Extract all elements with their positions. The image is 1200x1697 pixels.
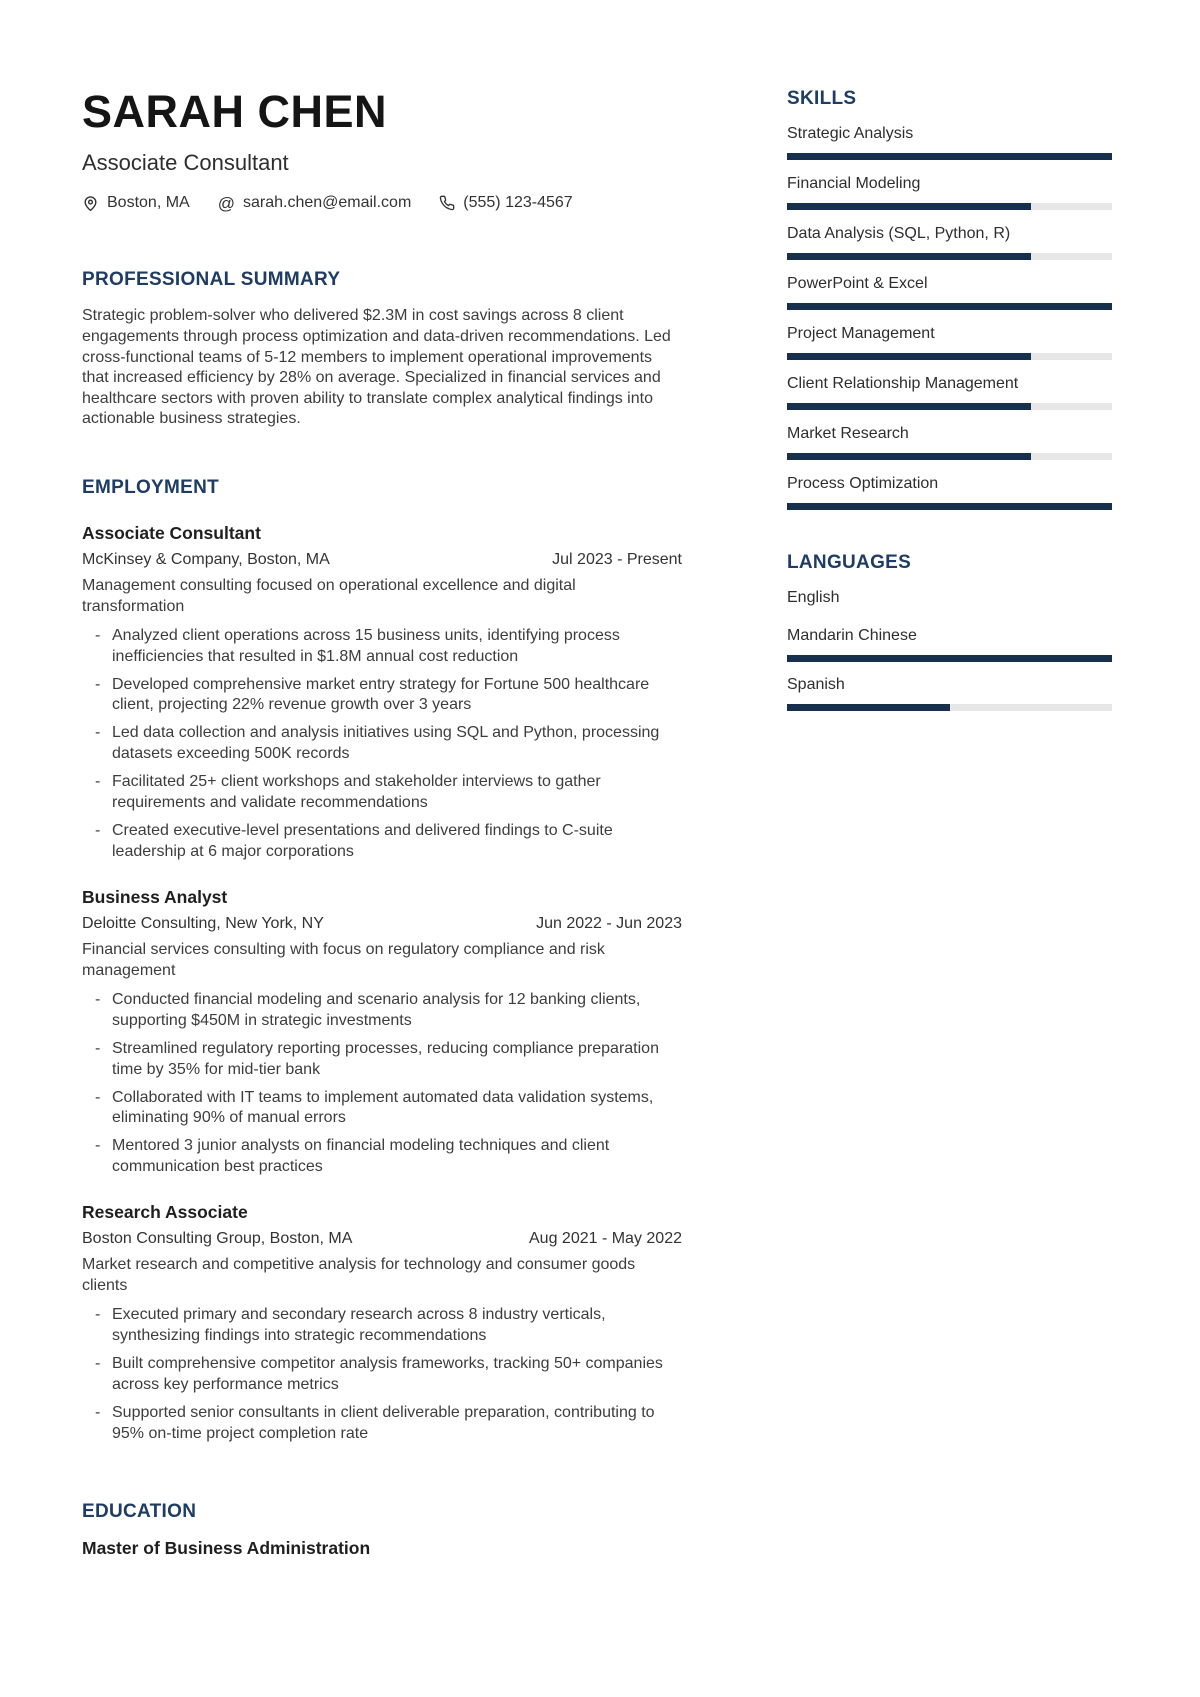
language-bar-track xyxy=(787,655,1112,662)
contact-email xyxy=(218,194,412,212)
location-pin-icon xyxy=(82,195,99,212)
candidate-title: Associate Consultant xyxy=(82,150,289,176)
job-bullet: - Supported senior consultants in client deliverable preparation, contributing to 95% on-time project completion rate xyxy=(82,1403,682,1445)
skill-bar-fill xyxy=(787,253,1031,260)
job-bullet: - Executed primary and secondary research across 8 industry verticals, synthesizing findings into strategic recommendations xyxy=(82,1305,682,1347)
contact-row xyxy=(82,194,682,212)
candidate-name: SARAH CHEN xyxy=(82,86,388,137)
job-role: Business Analyst xyxy=(82,887,228,908)
job-company: Boston Consulting Group, Boston, MA xyxy=(82,1230,353,1248)
job-bullet: - Mentored 3 junior analysts on financial modeling techniques and client communication best practices xyxy=(82,1136,682,1178)
job-bullet: - Conducted financial modeling and scenario analysis for 12 banking clients, supporting $450M in strategic investments xyxy=(82,990,682,1032)
resume-header xyxy=(82,88,682,212)
skill-label: Process Optimization xyxy=(787,475,939,492)
languages-heading: LANGUAGES xyxy=(787,552,912,573)
skill-label: Financial Modeling xyxy=(787,175,921,192)
job-bullet: - Led data collection and analysis initiatives using SQL and Python, processing datasets exceeding 500K records xyxy=(82,723,682,765)
skill-bar-fill xyxy=(787,403,1031,410)
skill-bar-fill xyxy=(787,503,1112,510)
job-bullet: - Facilitated 25+ client workshops and stakeholder interviews to gather requirements and validate recommendations xyxy=(82,772,682,814)
skill-bar-track xyxy=(787,503,1112,510)
job-dates: Aug 2021 - May 2022 xyxy=(529,1230,682,1248)
job-company: McKinsey & Company, Boston, MA xyxy=(82,551,330,568)
skill-bar-track xyxy=(787,403,1112,410)
section-professional-summary xyxy=(82,269,682,430)
contact-location-text: Boston, MA xyxy=(107,194,190,212)
section-education xyxy=(82,1501,682,1559)
skill-bar-track xyxy=(787,153,1112,160)
contact-phone-text: (555) 123-4567 xyxy=(463,194,573,212)
skill-bar-track xyxy=(787,253,1112,260)
job-description: Market research and competitive analysis for technology and consumer goods clients xyxy=(82,1256,636,1295)
skill-bar-fill xyxy=(787,353,1031,360)
language-bar-fill xyxy=(787,655,1112,662)
job-description: Management consulting focused on operational excellence and digital transformation xyxy=(82,577,576,615)
skill-bar-track xyxy=(787,353,1112,360)
language-bar-fill xyxy=(787,704,950,711)
job-meta xyxy=(82,915,682,933)
phone-icon xyxy=(439,195,455,211)
skill-bar-fill xyxy=(787,303,1112,310)
job-bullet-list xyxy=(82,1305,682,1445)
language-item xyxy=(787,589,1112,607)
job-bullet: - Collaborated with IT teams to implement automated data validation systems, eliminating 90% of manual errors xyxy=(82,1088,682,1130)
skill-item xyxy=(787,375,1112,410)
job-dates: Jul 2023 - Present xyxy=(552,551,682,568)
employment-heading: EMPLOYMENT xyxy=(82,477,220,498)
summary-text: Strategic problem-solver who delivered $2.3M in cost savings across 8 client engagements through process optimization and data-driven recommendations. Led cross-functional teams of 5-12 members to implement operational improvements that increased efficiency by 28% on average. Specialized in financial services and healthcare sectors with proven ability to translate complex analytical findings into actionable business strategies. xyxy=(82,307,671,428)
job-role: Associate Consultant xyxy=(82,523,261,543)
at-sign-icon: @ xyxy=(217,193,235,213)
job-description: Financial services consulting with focus on regulatory compliance and risk management xyxy=(82,941,605,979)
skill-bar-fill xyxy=(787,453,1031,460)
skill-label: PowerPoint & Excel xyxy=(787,275,928,292)
skill-label: Data Analysis (SQL, Python, R) xyxy=(787,225,1011,242)
skill-bar-track xyxy=(787,453,1112,460)
skill-label: Client Relationship Management xyxy=(787,375,1019,392)
sidebar-column xyxy=(787,88,1112,1559)
language-item xyxy=(787,676,1112,711)
section-languages xyxy=(787,552,1112,711)
skill-label: Market Research xyxy=(787,425,909,442)
skill-item xyxy=(787,225,1112,260)
job-bullet: - Created executive-level presentations and delivered findings to C-suite leadership at 6 major corporations xyxy=(82,821,682,863)
job-company: Deloitte Consulting, New York, NY xyxy=(82,915,324,933)
contact-phone xyxy=(439,194,572,212)
skills-heading: SKILLS xyxy=(787,88,857,109)
skill-label: Strategic Analysis xyxy=(787,125,914,142)
job-bullet-list xyxy=(82,626,682,864)
language-label: Spanish xyxy=(787,676,845,693)
job-dates: Jun 2022 - Jun 2023 xyxy=(536,915,682,933)
job-entry xyxy=(82,1202,682,1444)
skill-bar-fill xyxy=(787,153,1112,160)
job-bullet: - Streamlined regulatory reporting processes, reducing compliance preparation time by 35% for mid-tier bank xyxy=(82,1039,682,1081)
job-meta xyxy=(82,1230,682,1248)
contact-location xyxy=(82,194,190,212)
skill-label: Project Management xyxy=(787,325,935,342)
education-degree: Master of Business Administration xyxy=(82,1537,371,1558)
job-meta xyxy=(82,551,682,569)
summary-heading: PROFESSIONAL SUMMARY xyxy=(82,269,341,291)
section-skills xyxy=(787,88,1112,510)
job-entry xyxy=(82,887,682,1178)
job-entry xyxy=(82,523,682,863)
language-label: English xyxy=(787,589,840,606)
section-employment xyxy=(82,477,682,1445)
skill-item xyxy=(787,475,1112,510)
skill-item xyxy=(787,425,1112,460)
language-bar-track xyxy=(787,704,1112,711)
skill-bar-track xyxy=(787,303,1112,310)
skill-bar-track xyxy=(787,203,1112,210)
language-item xyxy=(787,627,1112,662)
job-bullet: - Built comprehensive competitor analysis frameworks, tracking 50+ companies across key performance metrics xyxy=(82,1354,682,1396)
skill-item xyxy=(787,125,1112,160)
skill-item xyxy=(787,175,1112,210)
contact-email-text: sarah.chen@email.com xyxy=(242,194,412,212)
job-role: Research Associate xyxy=(82,1202,248,1223)
job-bullet-list xyxy=(82,990,682,1179)
main-column xyxy=(82,88,682,1559)
skill-item xyxy=(787,275,1112,310)
language-label: Mandarin Chinese xyxy=(787,627,917,644)
skill-bar-fill xyxy=(787,203,1031,210)
skill-item xyxy=(787,325,1112,360)
job-bullet: - Analyzed client operations across 15 business units, identifying process inefficiencies that resulted in $1.8M annual cost reduction xyxy=(82,626,682,668)
job-bullet: - Developed comprehensive market entry strategy for Fortune 500 healthcare client, projecting 22% revenue growth over 3 years xyxy=(82,675,682,717)
education-heading: EDUCATION xyxy=(82,1500,197,1522)
